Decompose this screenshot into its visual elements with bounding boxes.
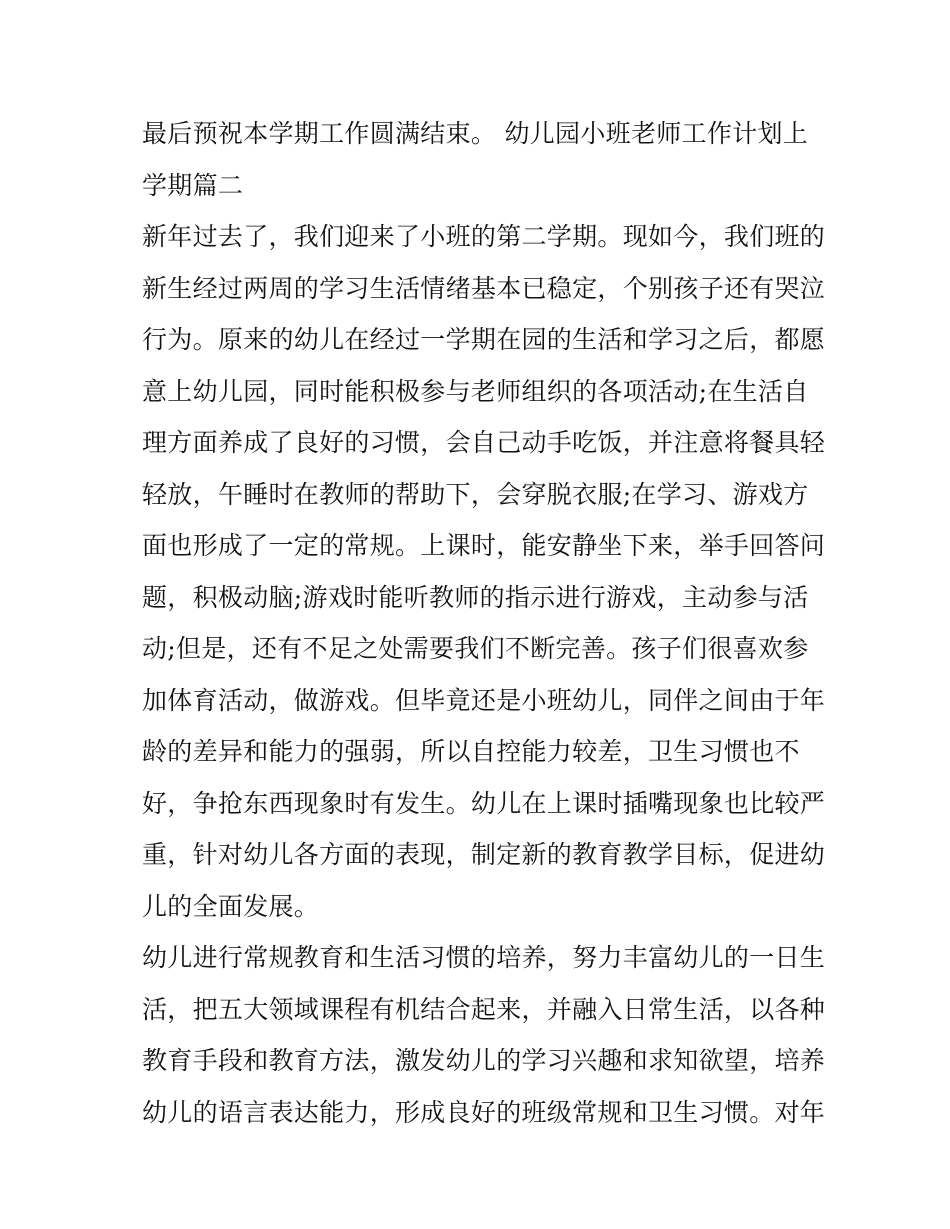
text-line: 行为。原来的幼儿在经过一学期在园的生活和学习之后，都愿 — [142, 325, 826, 354]
text-line: 新年过去了，我们迎来了小班的第二学期。现如今，我们班的 — [142, 222, 826, 251]
text-line: 教育手段和教育方法，激发幼儿的学习兴趣和求知欲望，培养 — [142, 1046, 826, 1075]
text-line: 题，积极动脑;游戏时能听教师的指示进行游戏，主动参与活 — [142, 582, 809, 612]
text-line: 新生经过两周的学习生活情绪基本已稳定，个别孩子还有哭泣 — [142, 273, 826, 303]
document-body — [142, 108, 826, 1138]
text-line: 动;但是，还有不足之处需要我们不断完善。孩子们很喜欢参 — [142, 634, 809, 663]
text-line: 面也形成了一定的常规。上课时，能安静坐下来，举手回答问 — [142, 531, 826, 560]
text-line: 幼儿进行常规教育和生活习惯的培养，努力丰富幼儿的一日生 — [142, 943, 826, 972]
text-line: 意上幼儿园，同时能积极参与老师组织的各项活动;在生活自 — [142, 376, 809, 406]
text-line: 重，针对幼儿各方面的表现，制定新的教育教学目标，促进幼 — [142, 840, 826, 869]
text-line: 加体育活动，做游戏。但毕竟还是小班幼儿，同伴之间由于年 — [142, 685, 826, 715]
text-line: 活，把五大领域课程有机结合起来，并融入日常生活，以各种 — [142, 994, 826, 1024]
text-line: 好，争抢东西现象时有发生。幼儿在上课时插嘴现象也比较严 — [142, 788, 826, 818]
text-line: 幼儿的语言表达能力，形成良好的班级常规和卫生习惯。对年 — [142, 1097, 826, 1127]
text-line: 轻放，午睡时在教师的帮助下，会穿脱衣服;在学习、游戏方 — [142, 479, 809, 509]
text-line: 理方面养成了良好的习惯，会自己动手吃饭，并注意将餐具轻 — [142, 428, 826, 457]
text-line: 学期篇二 — [142, 170, 244, 200]
text-line: 儿的全面发展。 — [142, 891, 320, 921]
text-line: 龄的差异和能力的强弱，所以自控能力较差，卫生习惯也不 — [142, 737, 800, 766]
text-line: 最后预祝本学期工作圆满结束。 幼儿园小班老师工作计划上 — [142, 119, 809, 148]
